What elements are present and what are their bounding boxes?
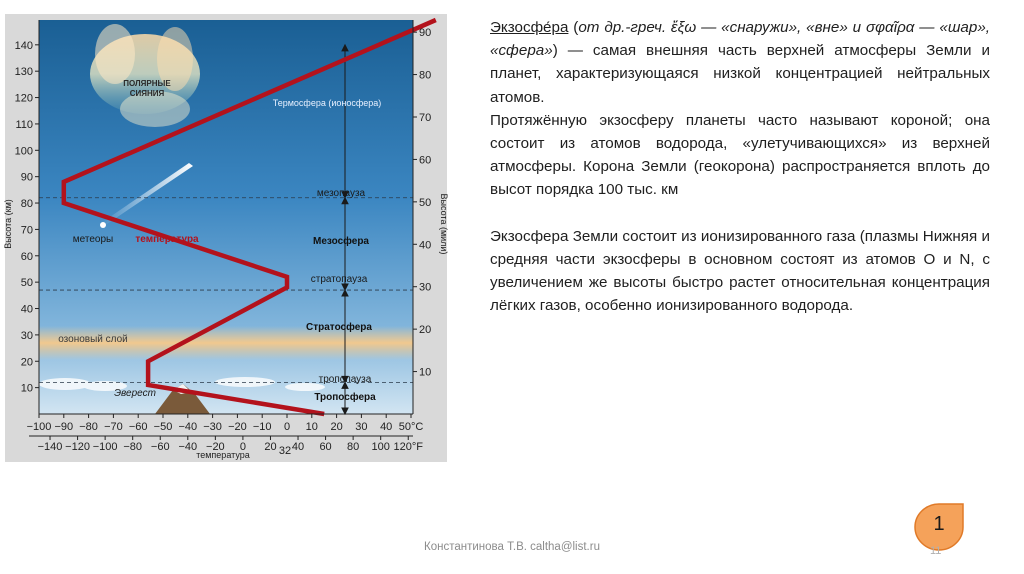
fahrenheit-32-label: 32 — [278, 445, 292, 457]
km-tick-label: 90 — [20, 171, 33, 184]
mile-tick-label: 30 — [419, 281, 432, 294]
fahrenheit-tick-label: −80 — [123, 441, 143, 453]
km-tick-label: 10 — [20, 382, 33, 395]
celsius-tick-label: 40 — [380, 421, 393, 433]
celsius-tick-label: 50°C — [398, 421, 424, 433]
km-tick-label: 40 — [20, 303, 33, 316]
fahrenheit-tick-label: 40 — [291, 441, 305, 453]
km-tick-label: 110 — [15, 118, 33, 131]
celsius-tick-label: −100 — [26, 421, 52, 433]
km-tick-label: 140 — [14, 39, 33, 52]
fahrenheit-tick-label: 80 — [347, 441, 360, 453]
fahrenheit-tick-label: 20 — [264, 441, 277, 453]
km-tick-label: 60 — [20, 250, 33, 263]
paragraph-composition: Экзосфера Земли состоит из ионизированного газа (плазмы Нижняя и средняя части экзосферы в основном состоят из атомов O и N, с увеличением же высоты быстро растет относительная концентрация лёгких газов, особенно ионизированного водорода. — [490, 227, 990, 315]
fahrenheit-tick-label: 100 — [371, 441, 390, 453]
term-exosphere: Экзосфе́ра — [490, 19, 569, 36]
km-tick-label: 120 — [14, 92, 33, 105]
paragraph-definition: Экзосфе́ра (от др.-греч. ἔξω — «снаружи», «вне» и σφαῖρα — «шар», «сфера») — самая внешняя часть верхней атмосферы Земли и планет, характеризующаяся низкой концентрацией нейтральных атомов. — [490, 19, 990, 106]
paragraph-corona: Протяжённую экзосферу планеты часто называют короной; она состоит из атомов водорода, «улетучивающихся» из верхней атмосферы. Корона Земли (геокорона) распространяется вплоть до высот порядка 100 тыс. км — [490, 111, 990, 199]
celsius-tick-label: −30 — [203, 421, 222, 433]
fahrenheit-tick-label: −120 — [65, 441, 90, 453]
tropopause-label: тропопауза — [318, 374, 372, 385]
thermosphere-label: Термосфера (ионосфера) — [272, 98, 382, 108]
x-axis-label: температура — [196, 450, 250, 460]
fahrenheit-tick-label: 120°F — [393, 441, 423, 453]
celsius-tick-label: −10 — [252, 421, 272, 433]
fahrenheit-tick-label: 60 — [319, 441, 332, 453]
celsius-tick-label: −40 — [178, 421, 198, 433]
fahrenheit-tick-label: −100 — [92, 441, 118, 453]
km-tick-label: 130 — [14, 66, 33, 79]
fahrenheit-tick-label: −60 — [150, 441, 170, 453]
mile-tick-label: 20 — [419, 324, 432, 337]
celsius-tick-label: −80 — [79, 421, 98, 433]
celsius-tick-label: −90 — [54, 421, 74, 433]
description-text — [490, 16, 990, 317]
page-number: 11 — [930, 545, 942, 557]
fahrenheit-tick-label: −20 — [206, 441, 225, 453]
fahrenheit-tick-label: 0 — [239, 441, 246, 453]
km-tick-label: 50 — [20, 277, 33, 290]
mile-tick-label: 90 — [419, 27, 432, 40]
km-tick-label: 20 — [20, 356, 33, 369]
mile-tick-label: 70 — [419, 111, 432, 124]
celsius-tick-label: 10 — [305, 421, 318, 433]
stratopause-label: стратопауза — [310, 274, 368, 285]
km-tick-label: 100 — [14, 145, 33, 158]
fahrenheit-tick-label: −140 — [37, 441, 63, 453]
celsius-tick-label: −20 — [228, 421, 247, 433]
km-tick-label: 30 — [20, 329, 33, 342]
celsius-tick-label: 20 — [330, 421, 343, 433]
km-tick-label: 70 — [20, 224, 33, 237]
aurora-label: ПОЛЯРНЫЕ СИЯНИЯ — [123, 79, 171, 98]
atmosphere-diagram — [5, 14, 447, 462]
temperature-curve-label: температура — [135, 234, 199, 245]
footer-author: Константинова Т.В. caltha@list.ru — [424, 541, 600, 553]
mile-tick-label: 60 — [419, 154, 432, 167]
mile-tick-label: 80 — [419, 69, 432, 82]
fahrenheit-tick-label: −40 — [178, 441, 198, 453]
km-tick-label: 80 — [20, 198, 33, 211]
everest-label: Эверест — [114, 388, 156, 399]
right-axis-title: Высота (мили) — [439, 193, 449, 255]
slide-badge-label: 1 — [933, 513, 945, 535]
mile-tick-label: 50 — [419, 196, 432, 209]
celsius-tick-label: −60 — [128, 421, 148, 433]
ozone-label: озоновый слой — [58, 334, 128, 345]
stratosphere-label: Стратосфера — [306, 322, 372, 333]
meteors-label: метеоры — [72, 234, 114, 245]
troposphere-label: Тропосфера — [314, 392, 376, 403]
celsius-tick-label: 30 — [355, 421, 368, 433]
mesopause-label: мезопауза — [316, 188, 366, 199]
celsius-tick-label: −50 — [153, 421, 173, 433]
mile-tick-label: 10 — [419, 366, 432, 379]
etymology: от др.-греч. ἔξω — «снаружи», «вне» и σφαῖρα — «шар», «сфера» — [490, 19, 990, 60]
left-axis-title: Высота (км) — [3, 199, 13, 249]
mile-tick-label: 40 — [419, 239, 432, 252]
celsius-tick-label: −70 — [104, 421, 123, 433]
mesosphere-label: Мезосфера — [312, 236, 370, 247]
celsius-tick-label: 0 — [283, 421, 291, 433]
